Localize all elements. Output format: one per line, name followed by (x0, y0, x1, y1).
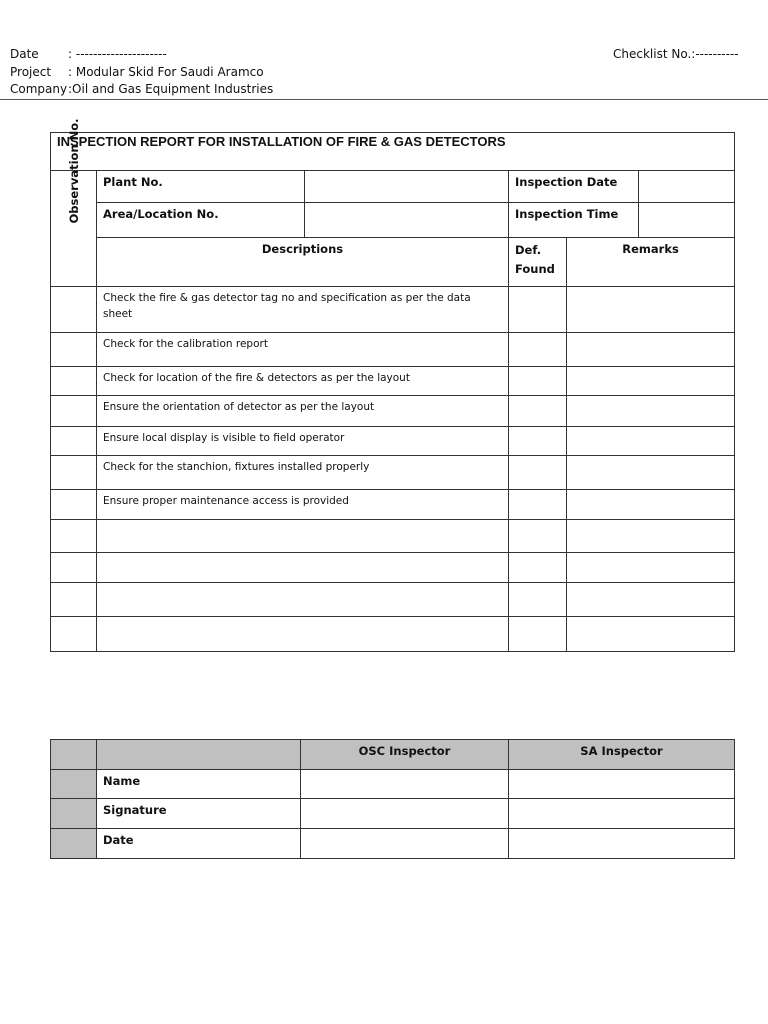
osc-name-cell[interactable] (301, 770, 509, 799)
signoff-label-header-cell (97, 740, 301, 770)
def-found-cell[interactable] (509, 333, 567, 367)
remarks-cell[interactable] (567, 287, 735, 333)
plant-label-cell (97, 171, 305, 203)
def-found-cell[interactable] (509, 456, 567, 490)
signoff-label-cell (97, 829, 301, 859)
item-description: Ensure the orientation of detector as per the layout (103, 401, 375, 413)
signoff-header-row (51, 740, 735, 770)
remarks-cell[interactable] (567, 553, 735, 583)
item-description (97, 617, 508, 623)
date-label: Date (10, 47, 39, 61)
observation-number-cell[interactable] (51, 617, 97, 652)
signature-label: Signature (103, 803, 167, 817)
sa-signature-cell[interactable] (509, 799, 735, 829)
remarks-header-cell (567, 238, 735, 287)
column-header-row (51, 238, 735, 287)
area-value-cell[interactable] (305, 203, 509, 238)
def-found-cell[interactable] (509, 396, 567, 427)
observation-number-cell[interactable] (51, 287, 97, 333)
area-label: Area/Location No. (103, 207, 219, 221)
def-found-cell[interactable] (509, 427, 567, 456)
observation-number-cell[interactable] (51, 456, 97, 490)
sa-name-cell[interactable] (509, 770, 735, 799)
company-label: Company (10, 82, 68, 96)
header-divider (0, 99, 768, 100)
table-row (51, 520, 735, 553)
table-row (51, 490, 735, 520)
def-found-header-cell (509, 238, 567, 287)
def-found-cell[interactable] (509, 520, 567, 553)
date-signoff-label: Date (103, 833, 134, 847)
project-label: Project (10, 65, 52, 79)
def-found-header-line1: Def. (515, 243, 542, 257)
observation-number-cell[interactable] (51, 583, 97, 617)
description-cell[interactable] (97, 553, 509, 583)
inspection-date-label-cell (509, 171, 639, 203)
table-row (51, 456, 735, 490)
signoff-corner-cell (51, 740, 97, 770)
remarks-cell[interactable] (567, 333, 735, 367)
item-description: Ensure proper maintenance access is provided (103, 495, 349, 507)
item-description (97, 553, 508, 559)
item-description (97, 583, 508, 589)
description-cell (97, 287, 509, 333)
observation-number-cell[interactable] (51, 520, 97, 553)
signoff-row-date (51, 829, 735, 859)
inspection-time-label: Inspection Time (515, 207, 619, 221)
observation-label: Observation No. (66, 118, 81, 224)
company-value: :Oil and Gas Equipment Industries (68, 82, 274, 96)
date-value: : --------------------- (68, 47, 167, 61)
description-cell[interactable] (97, 617, 509, 652)
def-found-cell[interactable] (509, 367, 567, 396)
remarks-cell[interactable] (567, 427, 735, 456)
inspection-date-label: Inspection Date (515, 175, 618, 189)
item-description: Check for the stanchion, fixtures installed properly (103, 461, 370, 473)
osc-signature-cell[interactable] (301, 799, 509, 829)
description-cell (97, 490, 509, 520)
title-row (51, 133, 735, 171)
description-cell (97, 367, 509, 396)
signoff-side-cell (51, 829, 97, 859)
remarks-header: Remarks (622, 242, 679, 256)
description-cell (97, 427, 509, 456)
observation-number-cell[interactable] (51, 553, 97, 583)
sa-date-cell[interactable] (509, 829, 735, 859)
def-found-header-line2: Found (515, 262, 555, 276)
observation-header-cell (51, 118, 97, 287)
remarks-cell[interactable] (567, 490, 735, 520)
sa-inspector-header: SA Inspector (580, 744, 663, 758)
osc-date-cell[interactable] (301, 829, 509, 859)
plant-row (51, 171, 735, 203)
table-row (51, 287, 735, 333)
remarks-cell[interactable] (567, 456, 735, 490)
osc-inspector-header-cell (301, 740, 509, 770)
remarks-cell[interactable] (567, 520, 735, 553)
area-label-cell (97, 203, 305, 238)
item-description: Check for the calibration report (103, 338, 268, 350)
signoff-table (50, 739, 735, 859)
description-cell[interactable] (97, 583, 509, 617)
item-description (97, 520, 508, 526)
observation-number-cell[interactable] (51, 490, 97, 520)
inspection-time-label-cell (509, 203, 639, 238)
project-value: : Modular Skid For Saudi Aramco (68, 65, 264, 79)
signoff-label-cell (97, 770, 301, 799)
inspection-table (50, 118, 735, 652)
area-row (51, 203, 735, 238)
table-row (51, 333, 735, 367)
remarks-cell[interactable] (567, 396, 735, 427)
observation-number-cell[interactable] (51, 396, 97, 427)
inspection-date-value-cell[interactable] (639, 171, 735, 203)
report-title: INSPECTION REPORT FOR INSTALLATION OF FIRE & GAS DETECTORS (57, 134, 506, 149)
observation-number-cell[interactable] (51, 367, 97, 396)
signoff-row-signature (51, 799, 735, 829)
observation-number-cell[interactable] (51, 427, 97, 456)
table-row (51, 367, 735, 396)
table-row (51, 583, 735, 617)
def-found-cell[interactable] (509, 287, 567, 333)
def-found-cell[interactable] (509, 583, 567, 617)
remarks-cell[interactable] (567, 367, 735, 396)
signoff-label-cell (97, 799, 301, 829)
plant-label: Plant No. (103, 175, 163, 189)
checklist-number: Checklist No.:---------- (613, 47, 739, 61)
description-cell (97, 456, 509, 490)
name-label: Name (103, 774, 141, 788)
report-title-cell (51, 133, 735, 171)
observation-number-cell[interactable] (51, 333, 97, 367)
remarks-cell[interactable] (567, 617, 735, 652)
signoff-side-cell (51, 799, 97, 829)
def-found-cell[interactable] (509, 490, 567, 520)
plant-value-cell[interactable] (305, 171, 509, 203)
inspection-time-value-cell[interactable] (639, 203, 735, 238)
description-cell (97, 396, 509, 427)
remarks-cell[interactable] (567, 583, 735, 617)
description-cell[interactable] (97, 520, 509, 553)
descriptions-header: Descriptions (261, 242, 344, 256)
signoff-side-cell (51, 770, 97, 799)
item-description: Check the fire & gas detector tag no and specification as per the data sheet (103, 292, 471, 320)
descriptions-header-cell (97, 238, 509, 287)
table-row (51, 427, 735, 456)
item-description: Ensure local display is visible to field operator (103, 432, 345, 444)
def-found-cell[interactable] (509, 553, 567, 583)
sa-inspector-header-cell (509, 740, 735, 770)
item-description: Check for location of the fire & detectors as per the layout (103, 372, 410, 384)
def-found-cell[interactable] (509, 617, 567, 652)
table-row (51, 617, 735, 652)
osc-inspector-header: OSC Inspector (358, 744, 451, 758)
description-cell (97, 333, 509, 367)
signoff-row-name (51, 770, 735, 799)
table-row (51, 553, 735, 583)
table-row (51, 396, 735, 427)
